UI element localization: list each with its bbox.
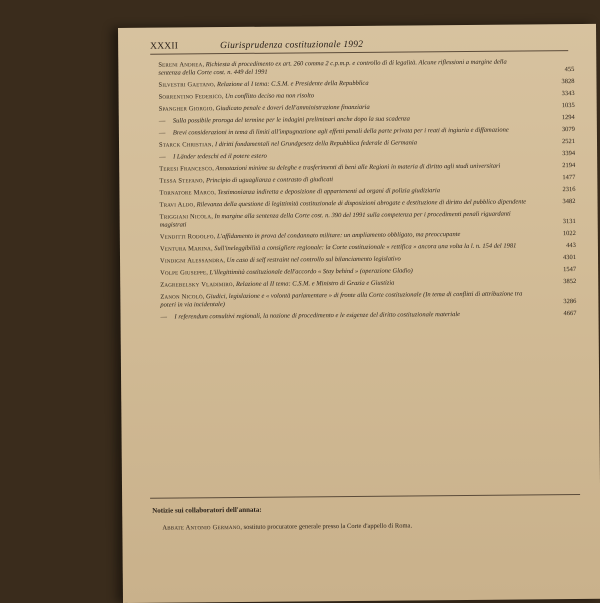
index-entry: Triggiani Nicola, In margine alla sentenza della Corte cost. n. 390 del 1991 sulla competenza per i procedimenti penali riguardanti magistrati 3131 — [159, 210, 576, 229]
entry-title: I diritti fondamentali nel Grundgesetz della Repubblica federale di Germania — [214, 139, 417, 149]
index-entry: Starck Christian, I diritti fondamentali nel Grundgesetz della Repubblica federale di Germania 2521 — [158, 138, 576, 149]
contributor-item: Abbate Antonio Germano, sostituto procuratore generale presso la Corte d'appello di Roma. — [162, 522, 413, 532]
entry-page: 3394 — [562, 150, 576, 158]
contributor-description: sostituto procuratore generale presso la Corte d'appello di Roma. — [243, 522, 413, 531]
entry-author: Triggiani Nicola — [159, 213, 212, 221]
index-entry: Spangher Giorgio, Giudicato penale e doveri dell'amministrazione finanziaria 1035 — [158, 102, 575, 113]
entry-title: Sull'ineleggibilità a consigliere regionale: la Corte costituzionale « rettifica » ancora una volta la l. n. 154 del 1981 — [214, 242, 517, 253]
entry-page: 3079 — [561, 126, 575, 134]
entry-page: 3343 — [561, 90, 575, 98]
index-entry: Silvestri Gaetano, Relazione al I tema: C.S.M. e Presidente della Repubblica 3828 — [158, 78, 575, 89]
entry-author: Sorrentino Federico — [158, 93, 222, 101]
entry-title: Principio di uguaglianza e contrasto di giudicati — [205, 176, 334, 185]
entry-author: Zanon Nicolò — [160, 293, 203, 301]
entry-page: 455 — [564, 66, 575, 74]
entry-page: 3131 — [562, 218, 576, 226]
entry-page: 2316 — [562, 186, 576, 194]
contributor-name: Abbate Antonio Germano — [162, 523, 241, 532]
entry-page: 1477 — [562, 174, 576, 182]
index-entry: Ventura Marina, Sull'ineleggibilità a consigliere regionale: la Corte costituzionale « rettifica » ancora una volta la l. n. 154 del 1981 443 — [159, 242, 576, 253]
contributors-list — [162, 522, 520, 533]
index-entry: Tessa Stefano, Principio di uguaglianza e contrasto di giudicati 1477 — [159, 174, 576, 185]
entry-title: L'illegittimità costituzionale dell'accordo « Stay behind » (operazione Gladio) — [209, 267, 413, 277]
ditto-dash: — — [158, 117, 166, 125]
index-entry: Sereni Andrea, Richiesta di procedimento ex art. 260 comma 2 c.p.m.p. e controllo di di legalità. Alcune riflessioni a margine della sentenza della Corte cost. n. 449 del 1991 455 — [158, 58, 575, 77]
book-page — [118, 24, 600, 603]
index-entry: Zanon Nicolò, Giudici, legislazione e « volontà parlamentare » di fronte alla Corte costituzionale (In tema di conflitti di attribuzione tra poteri in via incidentale) 3286 — [160, 290, 577, 309]
entry-page: 4667 — [563, 310, 577, 318]
entry-author: Tornatore Marco — [159, 189, 215, 197]
ditto-dash: — — [158, 129, 166, 137]
entry-page: 3852 — [563, 278, 577, 286]
entry-title: Giudicato penale e doveri dell'amministrazione finanziaria — [215, 103, 370, 113]
index-entry: Tornatore Marco, Testimonianza indiretta e deposizione di appartenenti ad organi di polizia giudiziaria 2316 — [159, 186, 576, 197]
entry-title: Testimonianza indiretta e deposizione di appartenenti ad organi di polizia giudiziaria — [217, 187, 441, 197]
entry-author: Zagrebelsky Vladimiro — [160, 281, 233, 289]
index-entry — [159, 150, 581, 162]
entry-title: Rilevanza della questione di legittimità costituzionale di disposizioni abrogate e destituzione di diritto del pubblico dipendente — [196, 198, 527, 209]
entry-author: Ventura Marina — [159, 245, 211, 253]
entry-title: Annotazioni minime su deleghe e trasferimenti di beni alle Regioni in materia di diritto agli studi universitari — [215, 162, 501, 173]
entry-page: 4301 — [562, 254, 577, 262]
index-entry: Venditti Rodolfo, L'affidamento in prova del condannato militare: un ampliamento obbligato, ma preoccupante 1022 — [159, 230, 576, 241]
entry-author: Spangher Giorgio — [158, 105, 213, 113]
entry-author: Volpe Giuseppe — [160, 269, 207, 277]
ditto-dash: — — [159, 153, 166, 161]
entry-title: Un conflitto deciso ma non risolto — [225, 92, 315, 101]
entry-title: Relazione al II tema: C.S.M. e Ministro di Grazia e Giustizia — [235, 279, 395, 288]
ditto-dash: — — [160, 313, 168, 321]
entry-author: Venditti Rodolfo — [159, 233, 214, 241]
running-title: Giurisprudenza costituzionale 1992 — [220, 39, 364, 52]
entry-title: In margine alla sentenza della Corte cost. n. 390 del 1991 sulla competenza per i procedimenti penali riguardanti magistrati — [159, 210, 511, 229]
section-divider — [150, 494, 580, 499]
entry-title: Sulla possibile proroga del termine per le indagini preliminari anche dopo la sua scadenza — [172, 115, 410, 125]
author-index-list — [158, 58, 582, 326]
entry-author: Silvestri Gaetano — [158, 81, 214, 89]
entry-page: 1035 — [561, 102, 575, 110]
entry-page: 1547 — [563, 266, 577, 274]
entry-page: 3482 — [562, 198, 576, 206]
entry-title: Giudici, legislazione e « volontà parlamentare » di fronte alla Corte costituzionale (In tema di conflitti di attribuzione tra poteri in via incidentale) — [160, 290, 523, 309]
running-header — [150, 38, 568, 55]
entry-author: Vindigni Alessandra — [160, 257, 224, 265]
entry-page: 1022 — [562, 230, 576, 238]
index-entry: Travi Aldo, Rilevanza della questione di legittimità costituzionale di disposizioni abrogate e destituzione di diritto del pubblico dipendente 3482 — [159, 198, 576, 209]
entry-author: Tessa Stefano — [159, 177, 203, 185]
entry-title: L'affidamento in prova del condannato militare: un ampliamento obbligato, ma preoccupante — [216, 231, 461, 241]
entry-title: I referendum consultivi regionali, la nozione di procedimento e le esigenze del diritto costituzionale materiale — [174, 311, 461, 321]
index-entry: Zagrebelsky Vladimiro, Relazione al II tema: C.S.M. e Ministro di Grazia e Giustizia 3852 — [160, 278, 577, 289]
index-entry: Teresi Francesco, Annotazioni minime su deleghe e trasferimenti di beni alle Regioni in materia di diritto agli studi universitari 2194 — [159, 162, 576, 173]
index-entry: Vindigni Alessandra, Un caso di self restraint nel controllo sul bilanciamento legislativo 4301 — [160, 254, 577, 265]
index-entry: Sorrentino Federico, Un conflitto deciso ma non risolto 3343 — [158, 90, 575, 101]
index-entry: Volpe Giuseppe, L'illegittimità costituzionale dell'accordo « Stay behind » (operazione Gladio) 1547 — [160, 266, 577, 277]
entry-title: Un caso di self restraint nel controllo sul bilanciamento legislativo — [226, 255, 401, 265]
entry-title: Relazione al I tema: C.S.M. e Presidente della Repubblica — [216, 79, 369, 89]
entry-title: Richiesta di procedimento ex art. 260 comma 2 c.p.m.p. e controllo di di legalità. Alcune riflessioni a margine della sentenza della Corte cost. n. 449 del 1991 — [158, 58, 507, 77]
entry-author: Teresi Francesco — [159, 165, 213, 173]
page-number: XXXII — [150, 41, 179, 52]
entry-author: Starck Christian — [158, 141, 212, 149]
index-entry — [160, 310, 582, 322]
entry-page: 2521 — [561, 138, 576, 146]
entry-page: 3828 — [561, 78, 575, 86]
entry-page: 1294 — [561, 114, 575, 122]
notes-title: Notizie sui collaboratori dell'annata: — [152, 505, 262, 515]
index-entry — [159, 126, 581, 138]
entry-page: 3286 — [563, 298, 577, 306]
entry-title: Brevi considerazioni in tema di limiti all'impugnazione agli effetti penali della parte privata per i reati di ingiuria e diffamazione — [172, 126, 509, 137]
entry-author: Sereni Andrea — [158, 61, 203, 69]
index-entry — [159, 114, 581, 126]
entry-author: Travi Aldo — [159, 201, 194, 209]
entry-title: I Länder tedeschi ed il potere estero — [173, 152, 267, 161]
entry-page: 2194 — [562, 162, 576, 170]
entry-page: 443 — [566, 242, 576, 250]
